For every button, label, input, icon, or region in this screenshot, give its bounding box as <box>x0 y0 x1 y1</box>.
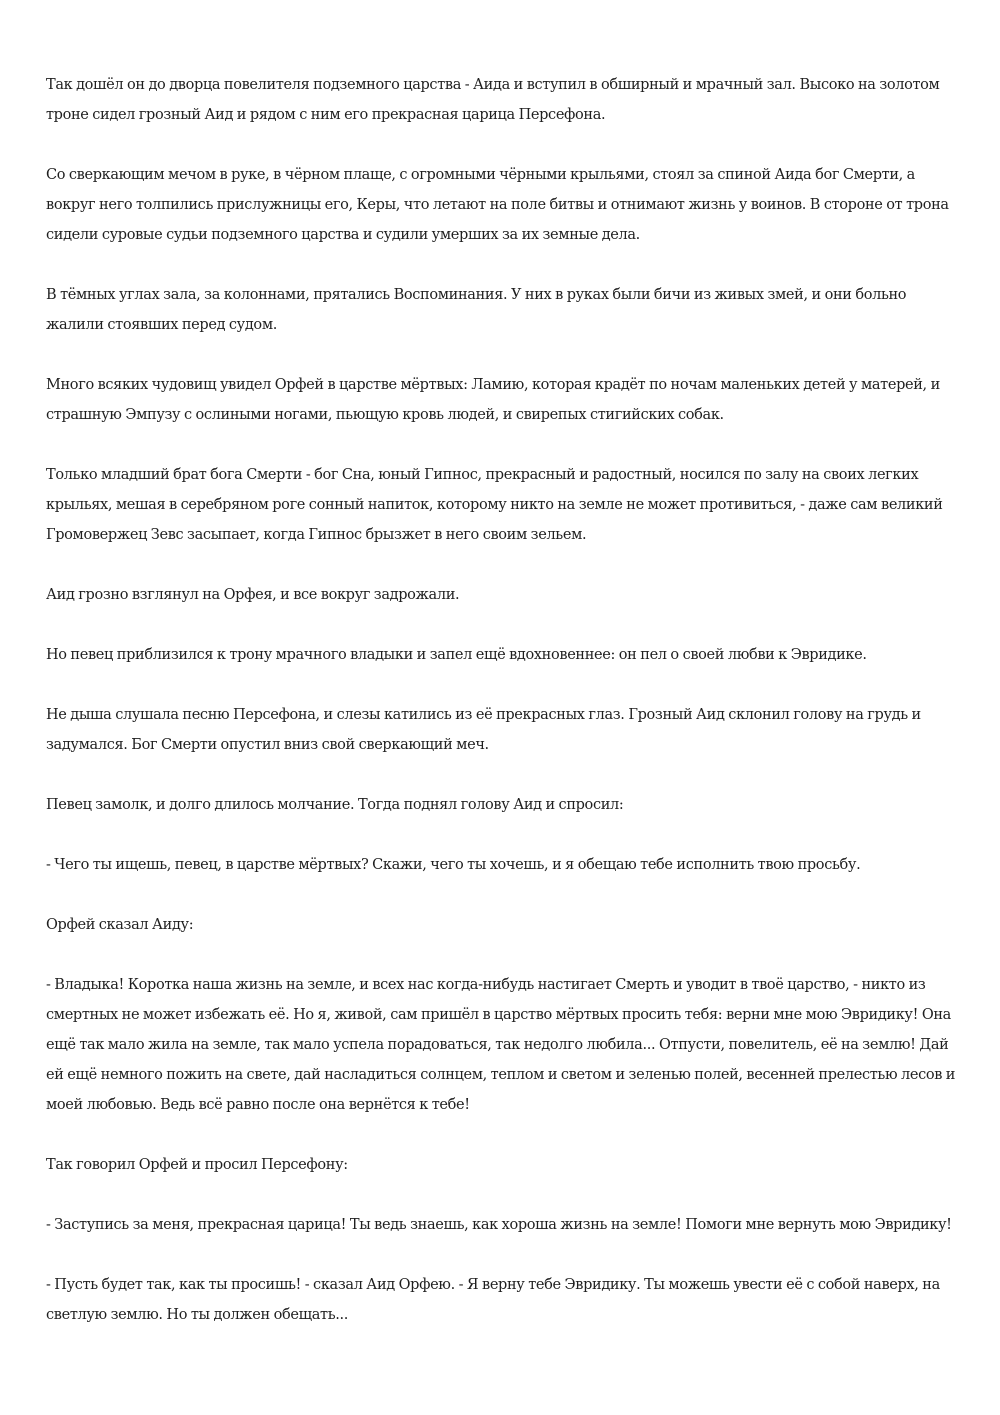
paragraph-2: Со сверкающим мечом в руке, в чёрном плаще, с огромными чёрными крыльями, стоял за спиной Аида бог Смерти, а вокруг него толпились прислужницы его, Керы, что летают на поле битвы и отнимают жизнь у воинов. В стороне от трона сидели суровые судьи подземного царства и судили умерших за их земные дела. <box>46 167 949 243</box>
paragraph-4: Много всяких чудовищ увидел Орфей в царстве мёртвых: Ламию, которая крадёт по ночам маленьких детей у матерей, и страшную Эмпузу с ослиными ногами, пьющую кровь людей, и свирепых стигийских собак. <box>46 377 940 423</box>
paragraph-9: Певец замолк, и долго длилось молчание. Тогда поднял голову Аид и спросил: <box>46 797 624 813</box>
paragraph-11: Орфей сказал Аиду: <box>46 917 194 933</box>
document-text <box>46 70 964 1360</box>
paragraph-15: - Пусть будет так, как ты просишь! - сказал Аид Орфею. - Я верну тебе Эвридику. Ты можешь увести её с собой наверх, на светлую землю. Но ты должен обещать... <box>46 1277 940 1323</box>
paragraph-6: Аид грозно взглянул на Орфея, и все вокруг задрожали. <box>46 587 460 603</box>
paragraph-3: В тёмных углах зала, за колоннами, прятались Воспоминания. У них в руках были бичи из живых змей, и они больно жалили стоявших перед судом. <box>46 287 907 333</box>
paragraph-12: - Владыка! Коротка наша жизнь на земле, и всех нас когда-нибудь настигает Смерть и уводит в твоё царство, - никто из смертных не может избежать её. Но я, живой, сам пришёл в царство мёртвых просить тебя: верни мне мою Эвридику! Она ещё так мало жила на земле, так мало успела порадоваться, так недолго любила... Отпусти, повелитель, её на землю! Дай ей ещё немного пожить на свете, дай насладиться солнцем, теплом и светом и зеленью полей, весенней прелестью лесов и моей любовью. Ведь всё равно после она вернётся к тебе! <box>46 977 956 1113</box>
paragraph-13: Так говорил Орфей и просил Персефону: <box>46 1157 348 1173</box>
paragraph-7: Но певец приблизился к трону мрачного владыки и запел ещё вдохновеннее: он пел о своей любви к Эвридике. <box>46 647 867 663</box>
paragraph-8: Не дыша слушала песню Персефона, и слезы катились из её прекрасных глаз. Грозный Аид склонил голову на грудь и задумался. Бог Смерти опустил вниз свой сверкающий меч. <box>46 707 921 753</box>
paragraph-14: - Заступись за меня, прекрасная царица! Ты ведь знаешь, как хороша жизнь на земле! Помоги мне вернуть мою Эвридику! <box>46 1217 952 1233</box>
paragraph-5: Только младший брат бога Смерти - бог Сна, юный Гипнос, прекрасный и радостный, носился по залу на своих легких крыльях, мешая в серебряном роге сонный напиток, которому никто на земле не может противиться, - даже сам великий Громовержец Зевс засыпает, когда Гипнос брызжет в него своим зельем. <box>46 467 943 543</box>
paragraph-1: Так дошёл он до дворца повелителя подземного царства - Аида и вступил в обширный и мрачный зал. Высоко на золотом троне сидел грозный Аид и рядом с ним его прекрасная царица Персефона. <box>46 77 940 123</box>
paragraph-10: - Чего ты ищешь, певец, в царстве мёртвых? Скажи, чего ты хочешь, и я обещаю тебе исполнить твою просьбу. <box>46 857 861 873</box>
